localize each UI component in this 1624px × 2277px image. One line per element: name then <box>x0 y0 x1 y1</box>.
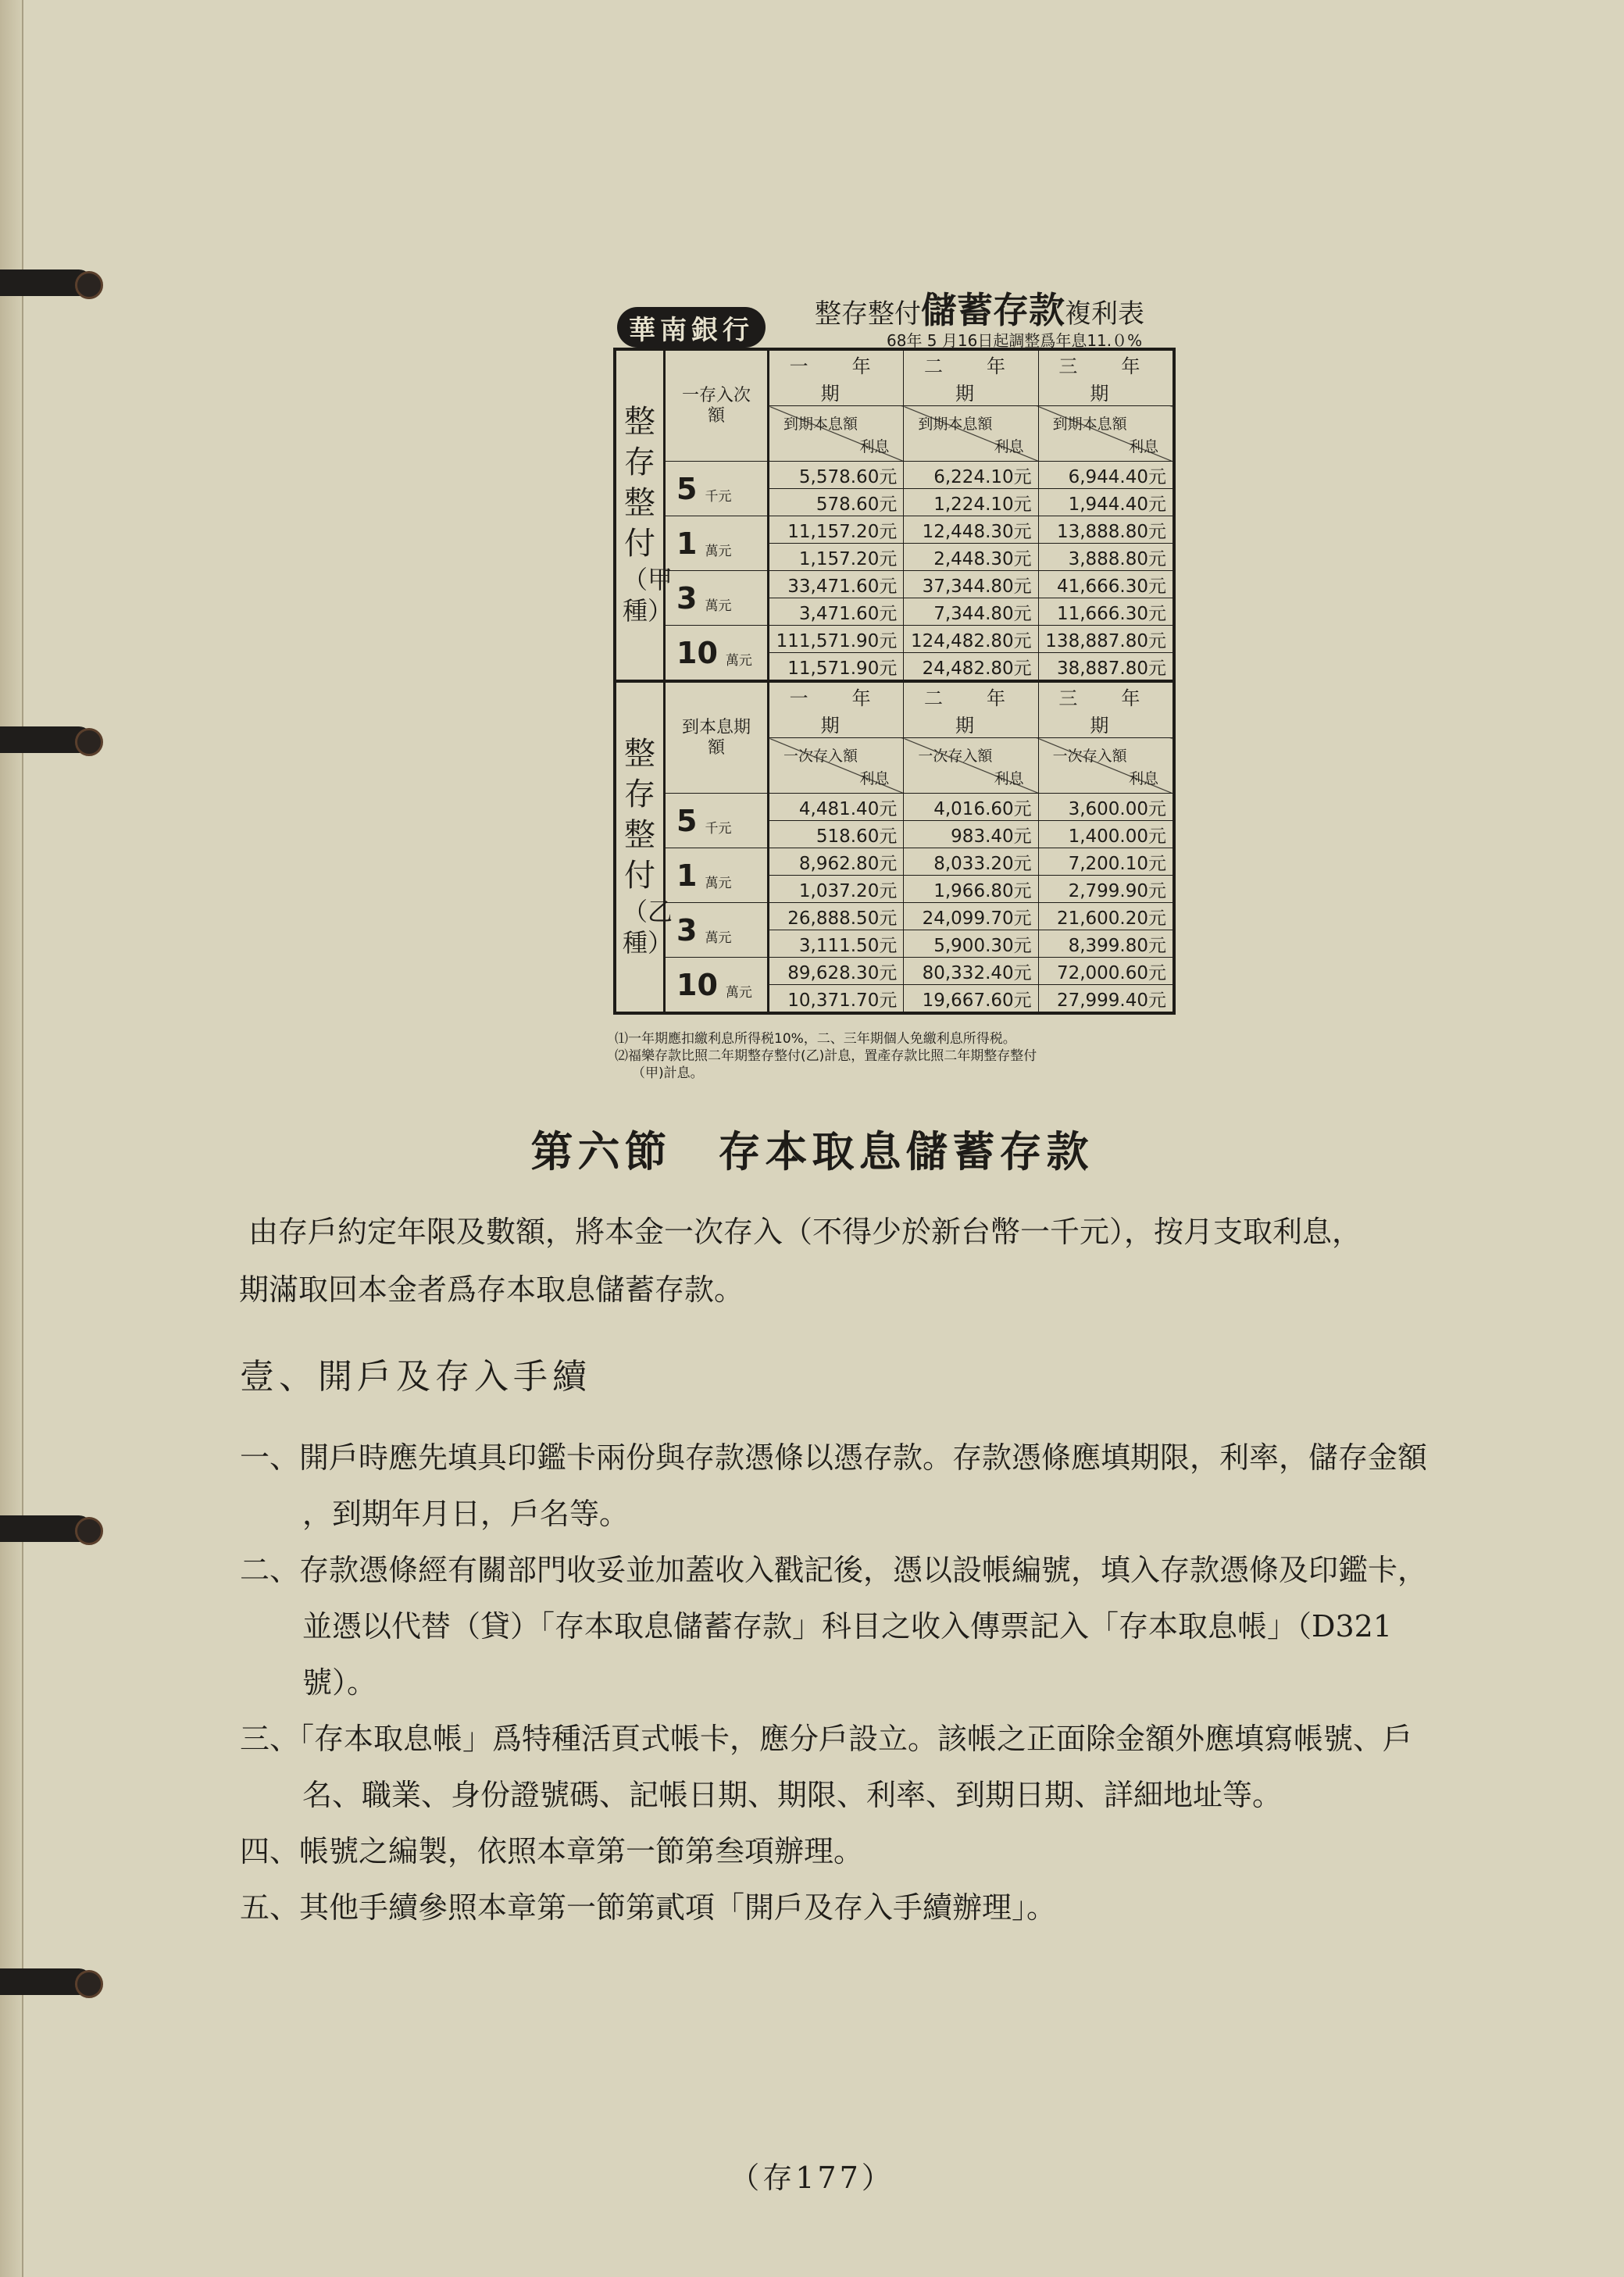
diagonal-header-cell <box>904 738 1038 794</box>
interest-cell: 1,966.80元 <box>904 876 1038 903</box>
ad-note: ⑵福樂存款比照二年期整存整付(乙)計息，置產存款比照二年期整存整付 <box>615 1048 1037 1064</box>
interest-cell: 10,371.70元 <box>769 985 904 1014</box>
binding-hole <box>75 1517 103 1545</box>
maturity-total-cell: 4,016.60元 <box>904 794 1038 821</box>
period-header: 三 年 期 <box>1038 349 1174 406</box>
maturity-total-cell: 6,224.10元 <box>904 462 1038 489</box>
maturity-total-cell: 26,888.50元 <box>769 903 904 930</box>
paragraph-line: 由存戶約定年限及數額，將本金一次存入（不得少於新台幣一千元），按月支取利息， <box>248 1215 1362 1249</box>
interest-cell: 1,037.20元 <box>769 876 904 903</box>
intro-paragraph <box>239 1203 1576 1319</box>
ad-title: 整存整付儲蓄存款複利表 <box>815 289 1144 331</box>
maturity-total-cell: 138,887.80元 <box>1038 626 1174 653</box>
interest-cell: 1,224.10元 <box>904 489 1038 516</box>
interest-cell: 3,111.50元 <box>769 930 904 958</box>
interest-cell: 27,999.40元 <box>1038 985 1174 1014</box>
page-number: （存177） <box>730 2161 894 2195</box>
compound-interest-table <box>613 348 1184 1015</box>
table-row <box>615 958 1174 985</box>
table-row <box>615 848 1174 876</box>
list-item: 一、開戶時應先填具印鑑卡兩份與存款憑條以憑存款。存款憑條應填期限，利率，儲存金額 ，到期年月日，戶名等。 <box>240 1440 1428 1531</box>
diagonal-header-cell <box>769 738 904 794</box>
amount-unit: 萬元 <box>705 598 732 614</box>
binding-hole <box>75 728 103 756</box>
interest-cell: 1,944.40元 <box>1038 489 1174 516</box>
diagonal-header-cell <box>1038 406 1174 462</box>
binding-hole <box>75 1970 103 1998</box>
side-label-text: 整存整付 <box>624 403 655 562</box>
maturity-total-cell: 3,600.00元 <box>1038 794 1174 821</box>
diag-bottom-label: 利息 <box>994 770 1024 787</box>
list-item: 二、存款憑條經有關部門收妥並加蓋收入戳記後，憑以設帳編號，填入存款憑條及印鑑卡， 並憑以代替（貸）「存本取息儲蓄存款」科目之收入傳票記入「存本取息帳」（D321 號）。 <box>240 1553 1428 1700</box>
rate-table-ad <box>613 269 1184 1082</box>
period-header: 一 年 期 <box>769 681 904 738</box>
section-title: 第六節 存本取息儲蓄存款 <box>530 1126 1094 1176</box>
diagonal-header-cell <box>1038 738 1174 794</box>
ad-subtitle: 68年 5 月16日起調整爲年息11.０% <box>887 331 1143 350</box>
maturity-total-cell: 11,157.20元 <box>769 516 904 544</box>
maturity-total-cell: 6,944.40元 <box>1038 462 1174 489</box>
diagonal-header-cell <box>904 406 1038 462</box>
interest-cell: 24,482.80元 <box>904 653 1038 682</box>
amount-number: 10 <box>676 635 718 670</box>
interest-cell: 3,471.60元 <box>769 598 904 626</box>
amount-unit: 萬元 <box>705 875 732 891</box>
interest-cell: 38,887.80元 <box>1038 653 1174 682</box>
table-row <box>615 462 1174 489</box>
maturity-total-cell: 5,578.60元 <box>769 462 904 489</box>
interest-cell: 19,667.60元 <box>904 985 1038 1014</box>
procedure-list <box>240 1429 1568 1936</box>
diag-bottom-label: 利息 <box>994 438 1024 455</box>
table-row <box>615 794 1174 821</box>
maturity-total-cell: 8,962.80元 <box>769 848 904 876</box>
interest-cell: 7,344.80元 <box>904 598 1038 626</box>
table-row <box>615 903 1174 930</box>
amount-number: 3 <box>676 580 698 616</box>
maturity-total-cell: 111,571.90元 <box>769 626 904 653</box>
amount-unit: 萬元 <box>725 984 752 1001</box>
deposit-amount <box>665 903 769 958</box>
amount-unit: 千元 <box>705 820 732 837</box>
amount-number: 1 <box>676 858 698 893</box>
maturity-total-cell: 12,448.30元 <box>904 516 1038 544</box>
diag-top-label: 一次存入額 <box>1052 748 1127 765</box>
amount-number: 5 <box>676 471 698 506</box>
ad-notes <box>615 1030 1180 1082</box>
table-row <box>615 571 1174 598</box>
side-label-text: 整存整付 <box>624 735 655 894</box>
diag-top-label: 一次存入額 <box>783 748 858 765</box>
deposit-amount <box>665 626 769 682</box>
amount-number: 10 <box>676 967 718 1002</box>
maturity-total-cell: 4,481.40元 <box>769 794 904 821</box>
diag-bottom-label: 利息 <box>1128 770 1158 787</box>
deposit-amount <box>665 571 769 626</box>
table-side-label <box>615 349 673 681</box>
maturity-total-cell: 41,666.30元 <box>1038 571 1174 598</box>
table-row <box>615 626 1174 653</box>
maturity-total-cell: 80,332.40元 <box>904 958 1038 985</box>
side-label-type: （乙種） <box>623 896 673 958</box>
maturity-total-cell: 8,033.20元 <box>904 848 1038 876</box>
amount-unit: 千元 <box>705 488 732 505</box>
interest-cell: 8,399.80元 <box>1038 930 1174 958</box>
maturity-total-cell: 21,600.20元 <box>1038 903 1174 930</box>
row-header-label: 到本息期額 <box>665 681 769 794</box>
amount-unit: 萬元 <box>705 930 732 946</box>
subsection-heading: 壹、開戶及存入手續 <box>240 1357 591 1397</box>
interest-cell: 5,900.30元 <box>904 930 1038 958</box>
binding-hole <box>75 271 103 299</box>
bank-logo: 華南銀行 <box>617 307 766 348</box>
amount-number: 3 <box>676 912 698 948</box>
period-header: 一 年 期 <box>769 349 904 406</box>
amount-number: 5 <box>676 803 698 838</box>
diag-bottom-label: 利息 <box>1128 438 1158 455</box>
side-label-type: （甲種） <box>623 564 673 626</box>
deposit-amount <box>665 516 769 571</box>
amount-unit: 萬元 <box>725 652 752 669</box>
deposit-amount <box>665 794 769 848</box>
diag-bottom-label: 利息 <box>859 770 890 787</box>
interest-cell: 2,799.90元 <box>1038 876 1174 903</box>
diag-top-label: 一次存入額 <box>918 748 993 765</box>
amount-number: 1 <box>676 526 698 561</box>
diag-top-label: 到期本息額 <box>918 416 993 433</box>
maturity-total-cell: 37,344.80元 <box>904 571 1038 598</box>
deposit-amount <box>665 462 769 516</box>
list-item: 四、帳號之編製，依照本章第一節第叁項辦理。 <box>240 1834 864 1868</box>
diag-bottom-label: 利息 <box>859 438 890 455</box>
diag-top-label: 到期本息額 <box>783 416 858 433</box>
interest-cell: 3,888.80元 <box>1038 544 1174 571</box>
period-header: 三 年 期 <box>1038 681 1174 738</box>
interest-cell: 983.40元 <box>904 821 1038 848</box>
maturity-total-cell: 24,099.70元 <box>904 903 1038 930</box>
maturity-total-cell: 13,888.80元 <box>1038 516 1174 544</box>
ad-note: （甲)計息。 <box>632 1065 704 1081</box>
maturity-total-cell: 72,000.60元 <box>1038 958 1174 985</box>
interest-cell: 11,571.90元 <box>769 653 904 682</box>
ad-header <box>613 269 1180 348</box>
interest-cell: 1,157.20元 <box>769 544 904 571</box>
diagonal-header-cell <box>769 406 904 462</box>
ad-note: ⑴一年期應扣繳利息所得税10%，二、三年期個人免繳利息所得税。 <box>615 1031 1016 1047</box>
table-row <box>615 516 1174 544</box>
row-header-label: 一存入次額 <box>665 349 769 462</box>
interest-cell: 11,666.30元 <box>1038 598 1174 626</box>
period-header: 二 年 期 <box>904 349 1038 406</box>
paragraph-line: 期滿取回本金者爲存本取息儲蓄存款。 <box>239 1272 744 1307</box>
table-side-label <box>615 681 673 1013</box>
deposit-amount <box>665 958 769 1014</box>
maturity-total-cell: 124,482.80元 <box>904 626 1038 653</box>
maturity-total-cell: 7,200.10元 <box>1038 848 1174 876</box>
interest-cell: 518.60元 <box>769 821 904 848</box>
interest-cell: 2,448.30元 <box>904 544 1038 571</box>
diag-top-label: 到期本息額 <box>1052 416 1127 433</box>
amount-unit: 萬元 <box>705 543 732 559</box>
interest-cell: 578.60元 <box>769 489 904 516</box>
maturity-total-cell: 89,628.30元 <box>769 958 904 985</box>
list-item: 三、「存本取息帳」爲特種活頁式帳卡，應分戶設立。該帳之正面除金額外應填寫帳號、戶 名、職業、身份證號碼、記帳日期、期限、利率、到期日期、詳細地址等。 <box>240 1722 1413 1812</box>
list-item: 五、其他手續參照本章第一節第貳項「開戶及存入手續辦理」。 <box>240 1890 1057 1925</box>
period-header: 二 年 期 <box>904 681 1038 738</box>
deposit-amount <box>665 848 769 903</box>
interest-cell: 1,400.00元 <box>1038 821 1174 848</box>
maturity-total-cell: 33,471.60元 <box>769 571 904 598</box>
